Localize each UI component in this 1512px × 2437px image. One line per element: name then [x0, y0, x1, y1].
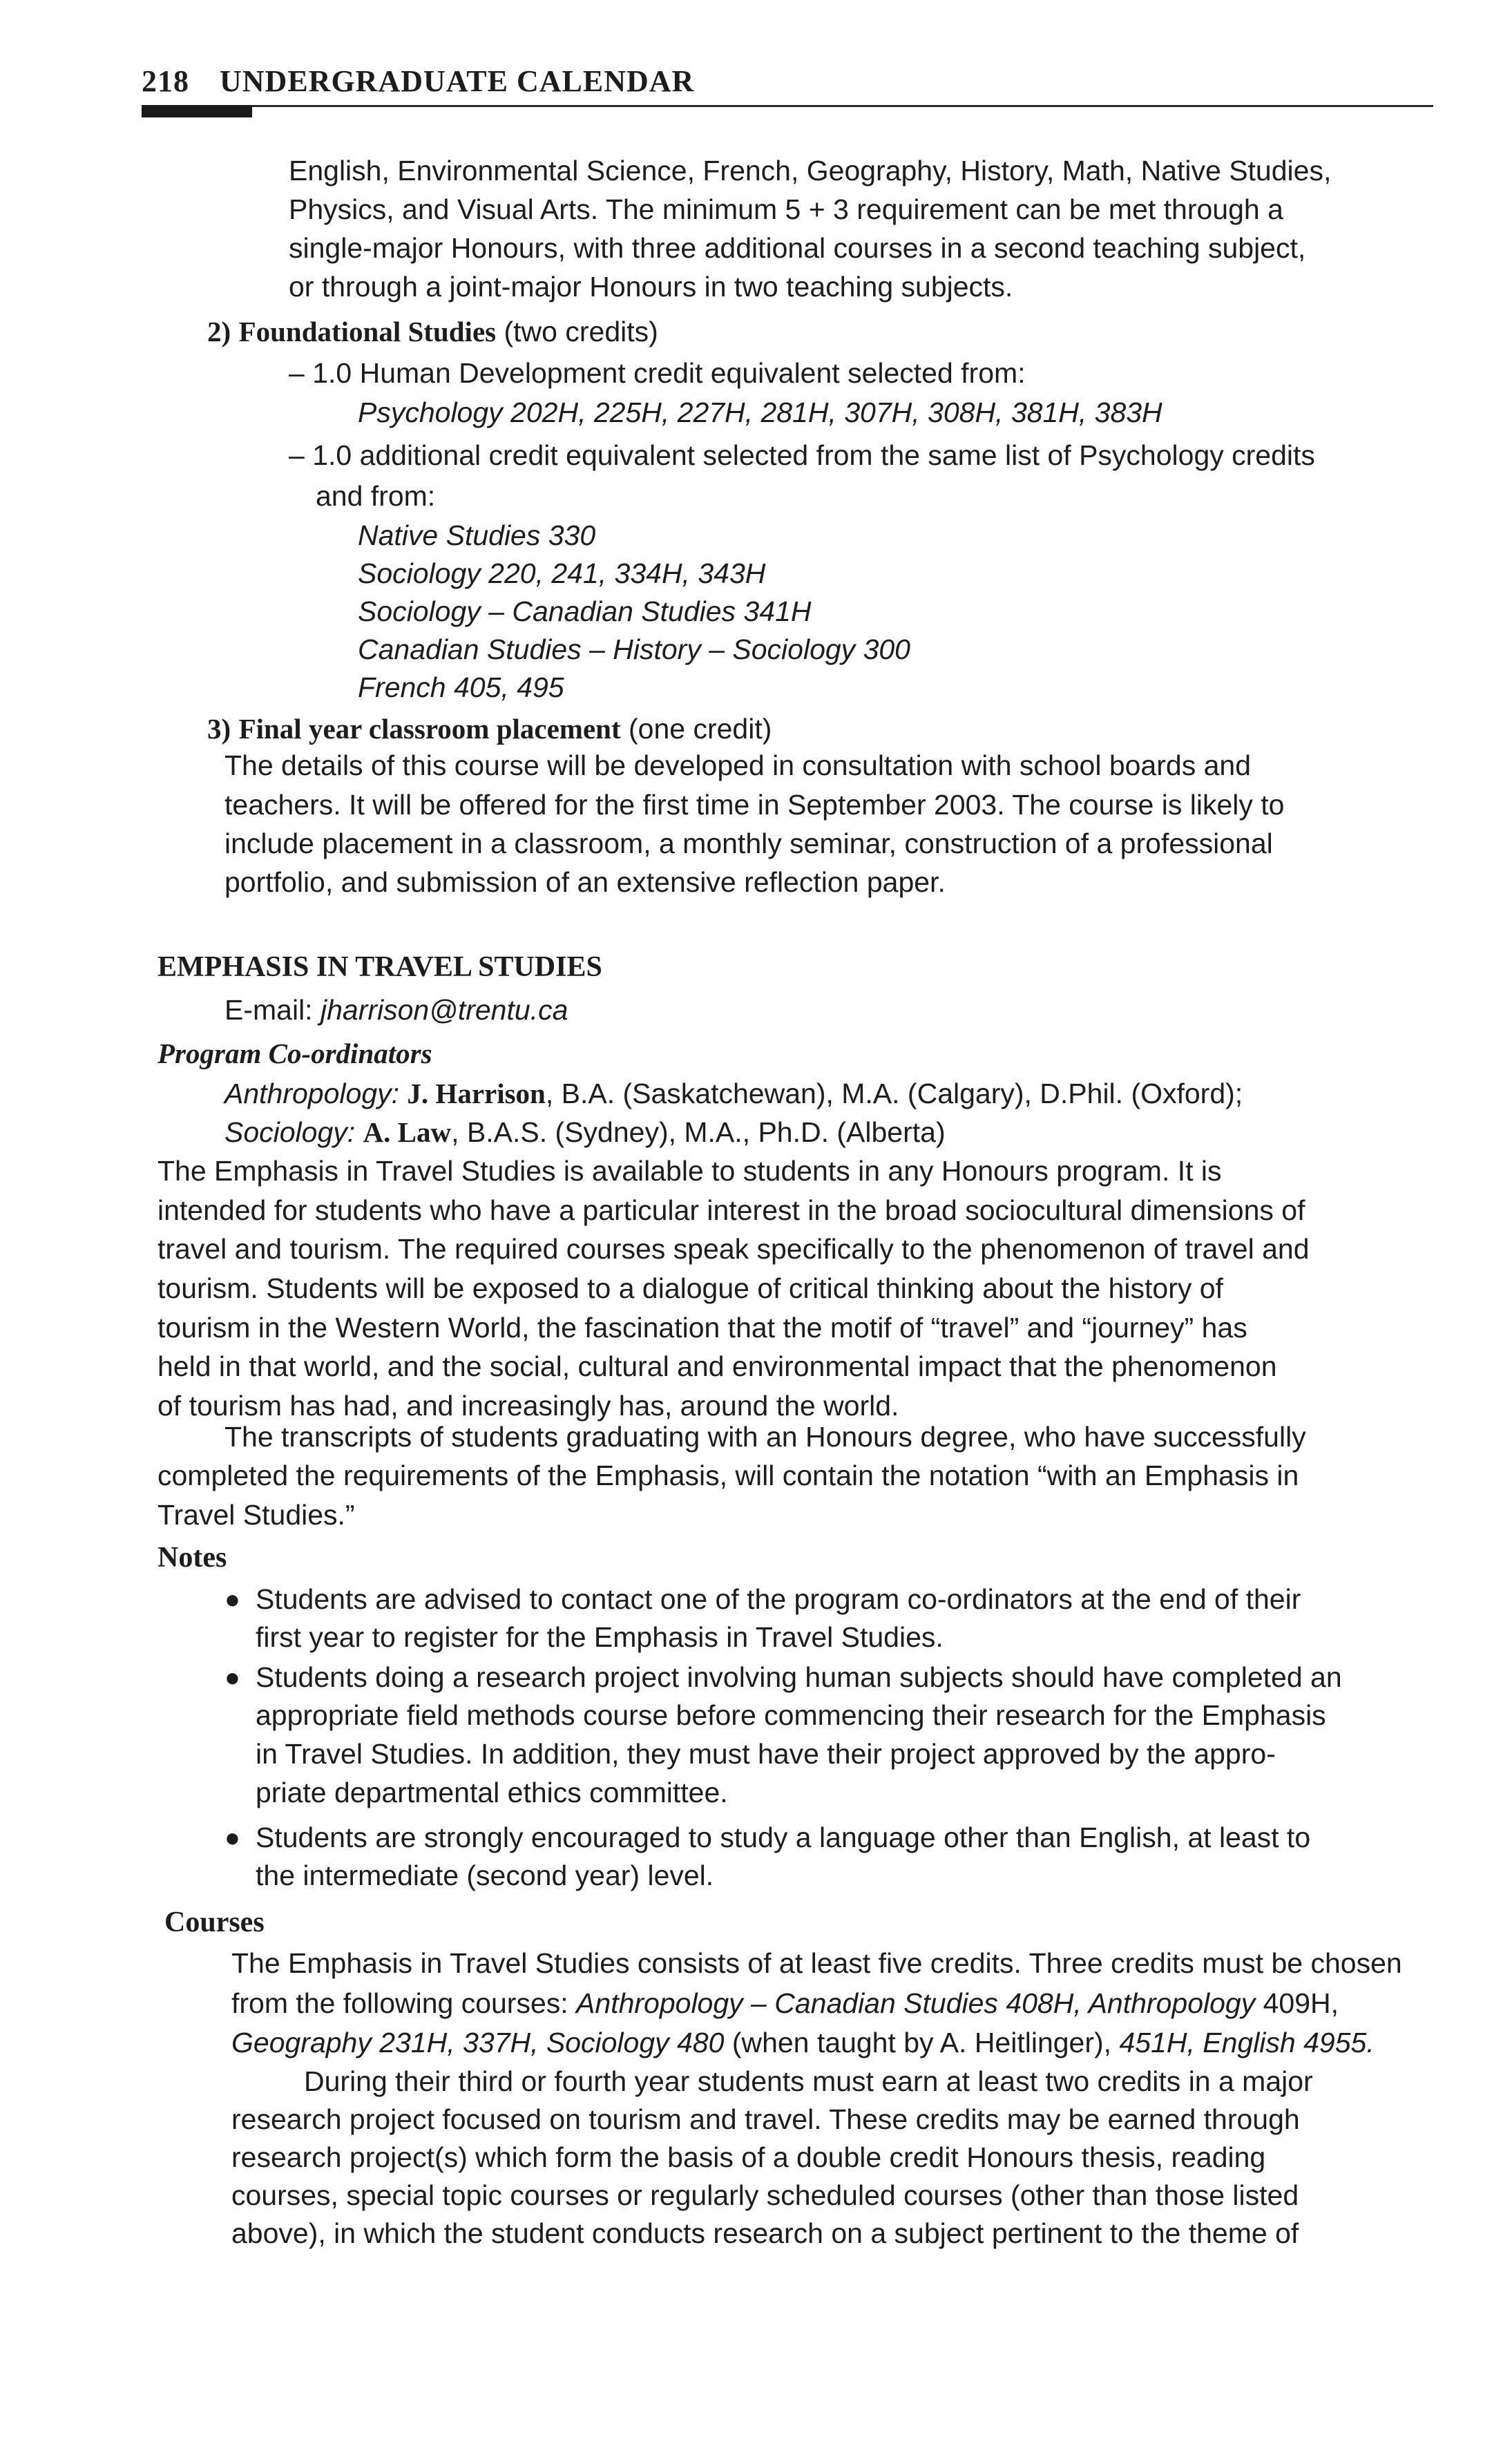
placement-heading: [207, 711, 772, 746]
coordinator-entry: [224, 1115, 946, 1149]
requirement-item: – 1.0 additional credit equivalent selected from the same list of Psychology credits: [289, 439, 1315, 471]
section-number: 3): [207, 713, 231, 745]
section-credits: (one credit): [629, 713, 772, 745]
coordinator-dept: Sociology:: [224, 1116, 356, 1148]
course-list-item: French 405, 495: [358, 671, 564, 703]
courses-line: [231, 2025, 1375, 2060]
foundational-heading: [207, 314, 658, 349]
header-title: UNDERGRADUATE CALENDAR: [220, 64, 695, 98]
email-label: E-mail:: [224, 994, 313, 1026]
courses-text: (when taught by A. Heitlinger),: [724, 2027, 1120, 2058]
course-list-item: Native Studies 330: [358, 519, 596, 551]
paragraph-line: research project focused on tourism and travel. These credits may be earned through: [231, 2103, 1300, 2135]
header-rule-accent: [142, 105, 252, 117]
course-list-item: Sociology – Canadian Studies 341H: [358, 595, 812, 627]
courses-heading: Courses: [164, 1906, 265, 1938]
paragraph-line: tourism in the Western World, the fascination that the motif of “travel” and “journey” has: [157, 1312, 1247, 1344]
section-credits: (two credits): [504, 316, 658, 347]
header-rule: [142, 105, 1433, 107]
email-line: [224, 993, 568, 1027]
course-list-item: Sociology 220, 241, 334H, 343H: [358, 557, 766, 589]
placement-text: include placement in a classroom, a monthly seminar, construction of a professional: [224, 828, 1273, 859]
note-line: in Travel Studies. In addition, they must have their project approved by the appro-: [256, 1738, 1276, 1770]
page-header: [142, 64, 694, 99]
bullet-icon: ●: [224, 1585, 240, 1614]
email-link[interactable]: jharrison@trentu.ca: [320, 994, 568, 1026]
paragraph-line: The Emphasis in Travel Studies is available to students in any Honours program. It is: [157, 1155, 1222, 1187]
paragraph-line: travel and tourism. The required courses speak specifically to the phenomenon of travel and: [157, 1233, 1310, 1265]
intro-line: Physics, and Visual Arts. The minimum 5 + 3 requirement can be met through a: [289, 193, 1283, 225]
intro-line: single-major Honours, with three additional courses in a second teaching subject,: [289, 232, 1306, 264]
courses-text: from the following courses:: [231, 1987, 577, 2019]
paragraph-line: intended for students who have a particular interest in the broad sociocultural dimensions of: [157, 1194, 1305, 1226]
courses-line: [231, 1986, 1339, 2020]
paragraph-line: Travel Studies.”: [157, 1499, 355, 1531]
coordinator-credentials: , B.A.S. (Sydney), M.A., Ph.D. (Alberta): [451, 1116, 946, 1148]
paragraph-line: tourism. Students will be exposed to a dialogue of critical thinking about the history of: [157, 1272, 1223, 1304]
coordinator-name: A. Law: [363, 1116, 452, 1148]
note-line: Students are strongly encouraged to study a language other than English, at least to: [256, 1822, 1311, 1853]
section-number: 2): [207, 316, 231, 347]
placement-text: The details of this course will be developed in consultation with school boards and: [224, 749, 1251, 781]
requirement-item: – 1.0 Human Development credit equivalent selected from:: [289, 357, 1026, 389]
course-list: Psychology 202H, 225H, 227H, 281H, 307H, 308H, 381H, 383H: [358, 396, 1162, 428]
paragraph-line: courses, special topic courses or regularly scheduled courses (other than those listed: [231, 2179, 1299, 2211]
intro-line: English, Environmental Science, French, Geography, History, Math, Native Studies,: [289, 155, 1332, 187]
note-line: first year to register for the Emphasis in Travel Studies.: [256, 1621, 944, 1653]
note-line: priate departmental ethics committee.: [256, 1777, 728, 1808]
course-codes: 451H, English 4955.: [1119, 2027, 1375, 2058]
paragraph-line: The transcripts of students graduating with an Honours degree, who have successfully: [224, 1421, 1306, 1453]
section-title: Final year classroom placement: [238, 713, 621, 745]
paragraph-line: research project(s) which form the basis of a double credit Honours thesis, reading: [231, 2141, 1266, 2173]
notes-heading: Notes: [157, 1542, 227, 1574]
course-list-item: Canadian Studies – History – Sociology 300: [358, 633, 910, 665]
paragraph-line: held in that world, and the social, cultural and environmental impact that the phenomenon: [157, 1350, 1277, 1382]
courses-line: The Emphasis in Travel Studies consists of at least five credits. Three credits must be chosen: [231, 1947, 1402, 1979]
course-codes: Anthropology – Canadian Studies 408H, Anthropology: [576, 1987, 1256, 2019]
intro-line: or through a joint-major Honours in two teaching subjects.: [289, 271, 1013, 303]
paragraph-line: During their third or fourth year students must earn at least two credits in a major: [304, 2065, 1313, 2097]
course-codes: Geography 231H, 337H, Sociology 480: [231, 2027, 725, 2058]
coordinator-entry: [224, 1076, 1243, 1111]
note-line: Students are advised to contact one of the program co-ordinators at the end of their: [256, 1583, 1301, 1615]
coordinator-dept: Anthropology:: [224, 1078, 400, 1109]
placement-text: portfolio, and submission of an extensive reflection paper.: [224, 866, 946, 898]
coordinators-heading: Program Co-ordinators: [157, 1038, 432, 1069]
page-number: 218: [142, 64, 189, 98]
bullet-icon: ●: [224, 1663, 240, 1692]
section-title: Foundational Studies: [238, 316, 497, 347]
paragraph-line: completed the requirements of the Emphasis, will contain the notation “with an Emphasis in: [157, 1460, 1299, 1491]
bullet-icon: ●: [224, 1824, 240, 1853]
paragraph-line: above), in which the student conducts research on a subject pertinent to the theme of: [231, 2217, 1299, 2249]
note-line: Students doing a research project involving human subjects should have completed an: [256, 1661, 1342, 1693]
travel-heading: EMPHASIS IN TRAVEL STUDIES: [157, 951, 602, 983]
note-line: appropriate field methods course before commencing their research for the Emphasis: [256, 1699, 1326, 1731]
coordinator-credentials: , B.A. (Saskatchewan), M.A. (Calgary), D.Phil. (Oxford);: [545, 1078, 1243, 1109]
requirement-item: and from:: [316, 480, 436, 512]
courses-text: 409H,: [1255, 1987, 1339, 2019]
coordinator-name: J. Harrison: [407, 1078, 546, 1109]
note-line: the intermediate (second year) level.: [256, 1860, 714, 1891]
placement-text: teachers. It will be offered for the first time in September 2003. The course is likely to: [224, 789, 1285, 821]
paragraph-line: of tourism has had, and increasingly has, around the world.: [157, 1390, 899, 1422]
